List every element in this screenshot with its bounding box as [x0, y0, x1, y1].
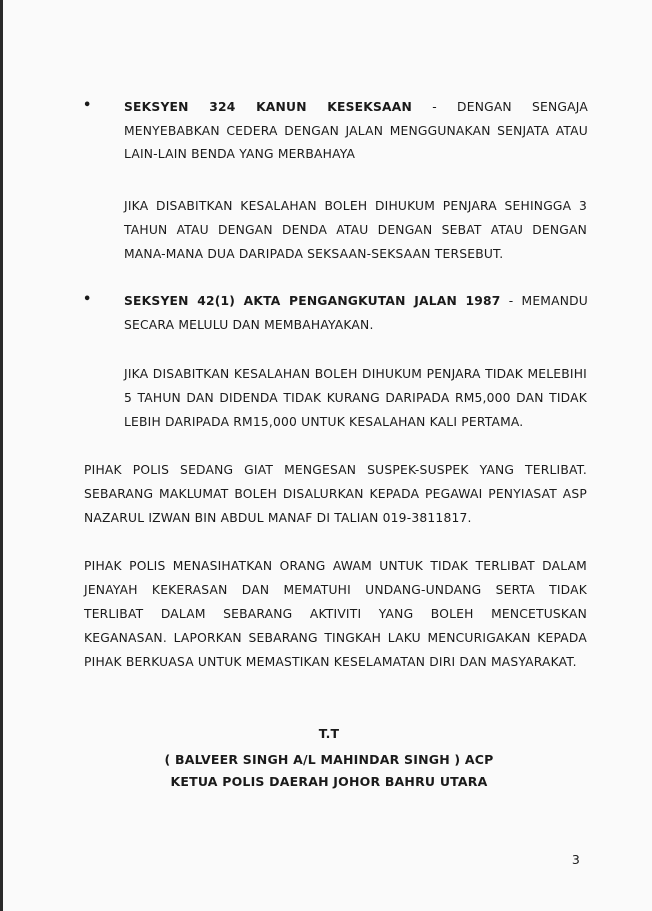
bullet-text	[124, 96, 588, 167]
signatory-title: KETUA POLIS DAERAH JOHOR BAHRU UTARA	[170, 774, 488, 789]
penalty-paragraph: JIKA DISABITKAN KESALAHAN BOLEH DIHUKUM PENJARA SEHINGGA 3 TAHUN ATAU DENGAN DENDA ATAU DENGAN SEBAT ATAU DENGAN MANA-MANA DUA DARIPADA SEKSAAN-SEKSAAN TERSEBUT.	[124, 199, 587, 261]
page-number: 3	[571, 852, 580, 867]
investigation-paragraph: PIHAK POLIS SEDANG GIAT MENGESAN SUSPEK-SUSPEK YANG TERLIBAT. SEBARANG MAKLUMAT BOLEH DISALURKAN KEPADA PEGAWAI PENYIASAT ASP NAZARUL IZWAN BIN ABDUL MANAF DI TALIAN 019-3811817.	[84, 463, 587, 525]
bullet-description: - MEMANDU SECARA MELULU DAN MEMBAHAYAKAN.	[124, 294, 588, 332]
bullet-item-seksyen-42	[83, 290, 588, 337]
signature-tt: T.T	[318, 726, 340, 741]
bullet-item-seksyen-324	[83, 96, 588, 167]
bullet-description: - DENGAN SENGAJA MENYEBABKAN CEDERA DENGAN JALAN MENGGUNAKAN SENJATA ATAU LAIN-LAIN BENDA YANG MERBAHAYA	[124, 100, 588, 161]
bullet-icon: •	[83, 98, 92, 113]
bullet-heading: SEKSYEN 42(1) AKTA PENGANGKUTAN JALAN 1987	[124, 294, 501, 308]
signatory-name: ( BALVEER SINGH A/L MAHINDAR SINGH ) ACP	[164, 752, 494, 767]
advice-paragraph: PIHAK POLIS MENASIHATKAN ORANG AWAM UNTUK TIDAK TERLIBAT DALAM JENAYAH KEKERASAN DAN MEMATUHI UNDANG-UNDANG SERTA TIDAK TERLIBAT DALAM SEBARANG AKTIVITI YANG BOLEH MENCETUSKAN KEGANASAN. LAPORKAN SEBARANG TINGKAH LAKU MENCURIGAKAN KEPADA PIHAK BERKUASA UNTUK MEMASTIKAN KESELAMATAN DIRI DAN MASYARAKAT.	[84, 559, 587, 669]
bullet-text	[124, 290, 588, 337]
penalty-paragraph: JIKA DISABITKAN KESALAHAN BOLEH DIHUKUM PENJARA TIDAK MELEBIHI 5 TAHUN DAN DIDENDA TIDAK KURANG DARIPADA RM5,000 DAN TIDAK LEBIH DARIPADA RM15,000 UNTUK KESALAHAN KALI PERTAMA.	[124, 367, 587, 429]
bullet-icon: •	[83, 292, 92, 307]
bullet-heading: SEKSYEN 324 KANUN KESEKSAAN	[124, 100, 412, 114]
